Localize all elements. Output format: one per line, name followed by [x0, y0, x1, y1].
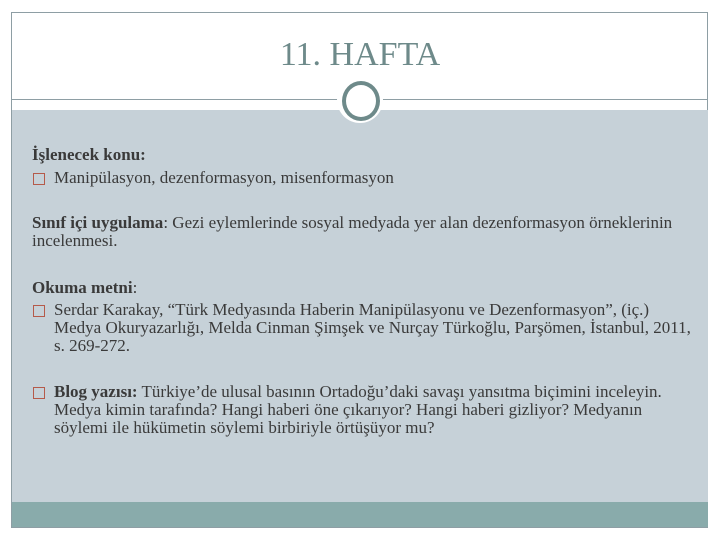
slide-title: 11. HAFTA — [279, 36, 441, 73]
list-item — [32, 301, 692, 355]
topic-heading: İşlenecek konu: — [32, 145, 146, 164]
reading-item: Serdar Karakay, “Türk Medyasında Haberin Manipülasyonu ve Dezenformasyon”, (iç.) Medya Okuryazarlığı, Melda Cinman Şimşek ve Nurçay Türkoğlu, Parşömen, İstanbul, 2011, s. 269-272. — [54, 300, 691, 355]
topic-item: Manipülasyon, dezenformasyon, misenformasyon — [54, 168, 394, 187]
blog-label: Blog yazısı: — [54, 382, 138, 401]
blog-section — [32, 383, 692, 437]
practice-label: Sınıf içi uygulama — [32, 213, 164, 232]
list-item — [32, 383, 692, 437]
topic-section — [32, 146, 692, 187]
circle-ornament-icon — [337, 77, 383, 123]
blog-text: Türkiye’de ulusal basının Ortadoğu’daki savaşı yansıtma biçimini inceleyin. Medya kimin tarafında? Hangi haberi öne çıkarıyor? Hangi haberi gizliyor? Medyanın söylemi ile hükümetin söylemi birbiriyle örtüşüyor mu? — [54, 382, 662, 437]
footer-bar — [12, 502, 708, 527]
bullet-square-icon — [33, 387, 45, 399]
practice-section — [32, 214, 692, 250]
bullet-square-icon — [33, 305, 45, 317]
practice-text: : Gezi eylemlerinde sosyal medyada yer alan dezenformasyon örneklerinin incelenmesi. — [32, 213, 673, 250]
reading-section — [32, 279, 692, 355]
list-item — [32, 169, 692, 187]
bullet-square-icon — [33, 173, 45, 185]
reading-colon: : — [132, 278, 138, 297]
reading-heading: Okuma metni — [32, 278, 133, 297]
